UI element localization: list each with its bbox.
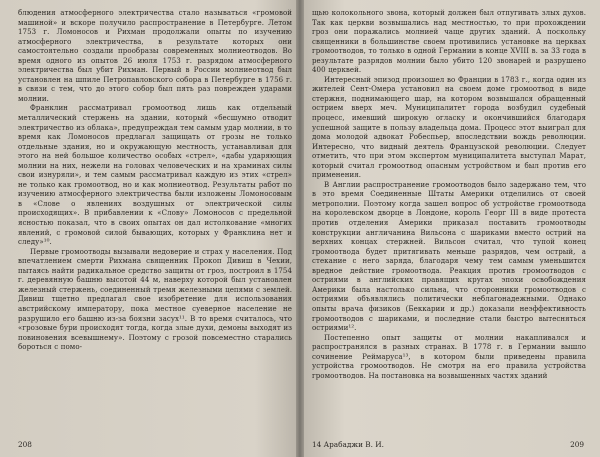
paragraph: щью колокольного звона, который должен был отпугивать злых духов. Так как церкви возвышались над местностью, то при прохождении гроз они поражались молнией чаще других зданий. А поскольку священники в большинстве своем противились установке на церквах громоотводов, то только в одной Германии в конце XVIII в. за 33 года в результате разрядов молнии было убито 120 звонарей и разрушено 400 церквей. xyxy=(312,8,586,75)
paragraph: Интересный эпизод произошел во Франции в 1783 г., когда один из жителей Сент-Омера установил на своем доме громоотвод в виде стержня, поднимающего шар, на котором возвышался обращенный острием вверх меч. Муниципалитет города возбудил судебный процесс, имевший широкую огласку и окончившийся благодаря успешной защите в пользу владельца дома. Процесс этот выиграл для дома молодой адвокат Робеспьер, впоследствии вождь революции. Интересно, что видный деятель Французской революции. Следует отметить, что при этом экспертом муниципалитета выступал Марат, который считал громоотвод опасным устройством и был против его применения. xyxy=(312,74,586,180)
paragraph: блюдения атмосферного электричества стало называться «громовой машиной» и вскоре получило распространение в Петербурге. Летом 1753 г. Ломоносов и Рихман продолжали опыты по изучению атмосферного электричества, в результате которых они самостоятельно создали прообразы современных молниеотводов. Во время одного из опытов 26 июля 1753 г. разрядом атмосферного электричества был убит Рихман. Первый в России молниеотвод был установлен на шпиле Петропавловского собора в Петербурге в 1756 г. в связи с тем, что до этого собор был пять раз поврежден ударами молнии. xyxy=(18,8,292,103)
paragraph: Постепенно опыт защиты от молнии накапливался и распространялся в разных странах. В 1778 г. в Германии вышло сочинение Реймаруса¹³, в котором были приведены правила устройства громоотводов. Не смотря на его правила устройства громоотводов. На постановка на возвышенных частях зданий xyxy=(312,332,586,380)
book-gutter xyxy=(296,0,304,457)
left-page-text xyxy=(18,8,292,416)
paragraph: В Англии распространение громоотводов было задержано тем, что в это время Соединенные Штаты Америки отделились от своей метрополии. Поэтому когда зашел вопрос об устройстве громоотвода на королевском дворце в Лондоне, король Георг III в виде протеста против отделения Америки приказал поставить громоотводы конструкции англичанина Вильсона с шариками вместо острий на верхних концах стержней. Вильсон считал, что тупой конец громоотвода будет притягивать меньше разрядов, чем острый, а стекание с него заряда, благодаря чему тем самым уменьшится вредное действие громоотвода. Реакция против громоотводов с остриями в английских правящих кругах эпохи освобождения Америки была настолько сильна, что сторонники громоотводов с остриями объявлялись политически неблагонадежными. Однако опыты врача физиков (Беккарии и др.) доказали неэффективность громоотводов с шариками, и последние стали быстро вытесняться остриями¹². xyxy=(312,179,586,333)
right-page xyxy=(300,0,600,457)
printer-signature: 14 Арабаджи В. И. xyxy=(312,440,384,449)
page-number: 209 xyxy=(570,440,584,449)
right-page-text xyxy=(312,8,586,416)
paragraph: Первые громоотводы вызывали недоверие и страх у населения. Под впечатлением смерти Рихмана священник Прокоп Дивиш в Чехии, пытаясь найти радикальное средство защиты от гроз, построил в 1754 г. деревянную башню высотой 44 м, наверху которой был установлен железный стержень, соединенный тремя железными цепями с землей. Дивиш тщетно предлагал свое изобретение для использования австрийскому императору, пока местное суеверное население не разрушило его башню из-за боязни засух¹¹. В то время считалось, что «грозовые бури происходят тогда, когда злые духи, демоны выходят из повиновения всевышнему». Поэтому с грозой повсеместно старались бороться с помо- xyxy=(18,246,292,352)
page-number: 208 xyxy=(18,440,32,449)
paragraph: Франклин рассматривал громоотвод лишь как отдельный металлический стержень на здании, который «бесшумно отводит электричество из облака», предупреждая тем самым удар молнии, в то время как Ломоносов предлагал защищать от грозы не только отдельные здания, но и окружающую местность, устанавливая для этого на ней большое количество особых «стрел», «дабы ударяющия молнии на них, нежели на головах человеческих и на храминах силы свои изнуряли», и тем самым рассматривал каждую из этих «стрел» не только как громоотвод, но и как молниеотвод. Результаты работ по изучению атмосферного электричества были изложены Ломоносовым в «Слове о явлениях воздушных от электрической силы происходящих». В прибавлении к «Слову» Ломоносов с предельной ясностью показал, что в своих опытах он дал истолкование «многих явлений, с громовой силой бывающих, которых у Франклина нет и следу»¹⁰. xyxy=(18,103,292,247)
